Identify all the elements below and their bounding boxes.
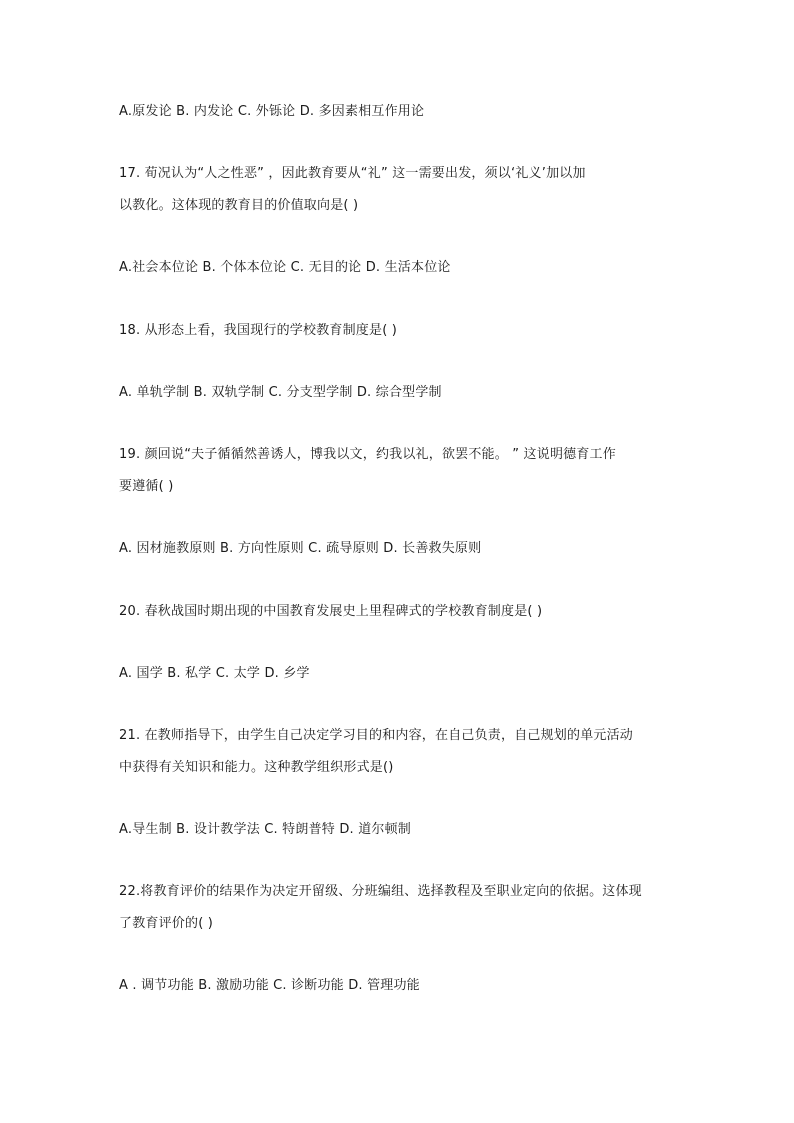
q18-text: 18. 从形态上看，我国现行的学校教育制度是( ) xyxy=(119,323,398,338)
q18-options: A. 单轨学制 B. 双轨学制 C. 分支型学制 D. 综合型学制 xyxy=(119,385,442,400)
q21-options: A.导生制 B. 设计教学法 C. 特朗普特 D. 道尔顿制 xyxy=(119,822,411,837)
q17-options: A.社会本位论 B. 个体本位论 C. 无目的论 D. 生活本位论 xyxy=(119,260,451,275)
q22-options: A . 调节功能 B. 激励功能 C. 诊断功能 D. 管理功能 xyxy=(119,978,420,993)
q17-text-line1: 17. 荀况认为“人之性恶” ，因此教育要从“礼” 这一需要出发，须以‘礼义’加以加 xyxy=(119,166,586,181)
q20-options: A. 国学 B. 私学 C. 太学 D. 乡学 xyxy=(119,666,310,681)
q19-text-line1: 19. 颜回说“夫子循循然善诱人，博我以文，约我以礼，欲罢不能。 ” 这说明德育工作 xyxy=(119,447,616,462)
q20-text: 20. 春秋战国时期出现的中国教育发展史上里程碑式的学校教育制度是( ) xyxy=(119,604,543,619)
q22-text-line2: 了教育评价的( ) xyxy=(119,916,214,931)
q22-text-line1: 22.将教育评价的结果作为决定开留级、分班编组、选择教程及至职业定向的依据。这体现 xyxy=(119,884,642,899)
q21-text-line2: 中获得有关知识和能力。这种教学组织形式是() xyxy=(119,760,394,775)
q19-text-line2: 要遵循( ) xyxy=(119,479,174,494)
q17-text-line2: 以教化。这体现的教育目的价值取向是( ) xyxy=(119,198,359,213)
q21-text-line1: 21. 在教师指导下，由学生自己决定学习目的和内容，在自己负责，自己规划的单元活动 xyxy=(119,728,634,743)
q16-options: A.原发论 B. 内发论 C. 外铄论 D. 多因素相互作用论 xyxy=(119,104,425,119)
q19-options: A. 因材施教原则 B. 方向性原则 C. 疏导原则 D. 长善救失原则 xyxy=(119,541,482,556)
